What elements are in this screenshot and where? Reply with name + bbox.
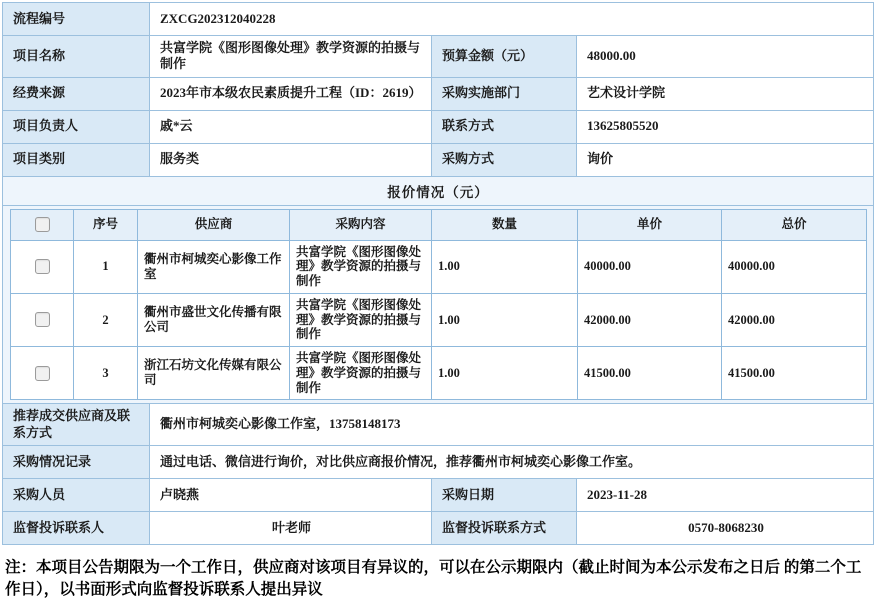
row-select-cell	[11, 347, 73, 399]
col-header-qty: 数量	[431, 210, 577, 240]
row-content: 共富学院《图形图像处理》教学资源的拍摄与制作	[289, 241, 431, 293]
budget-label: 预算金额（元）	[431, 36, 576, 77]
date-value: 2023-11-28	[576, 479, 873, 511]
row-no: 2	[73, 294, 137, 346]
row-qty: 1.00	[431, 347, 577, 399]
row-unit-price: 41500.00	[577, 347, 721, 399]
col-header-no: 序号	[73, 210, 137, 240]
col-header-total: 总价	[721, 210, 866, 240]
date-label: 采购日期	[431, 479, 576, 511]
select-all-cell	[11, 210, 73, 240]
contact-value: 13625805520	[576, 111, 873, 143]
col-header-supplier: 供应商	[137, 210, 289, 240]
row-supplier: 浙江石坊文化传媒有限公司	[137, 347, 289, 399]
project-name-value: 共富学院《图形图像处理》教学资源的拍摄与制作	[149, 36, 431, 77]
dept-value: 艺术设计学院	[576, 78, 873, 110]
select-all-checkbox[interactable]	[35, 217, 50, 232]
row-checkbox[interactable]	[35, 259, 50, 274]
row-checkbox[interactable]	[35, 366, 50, 381]
row-supplier: 衢州市盛世文化传播有限公司	[137, 294, 289, 346]
buyer-value: 卢晓燕	[149, 479, 431, 511]
category-label: 项目类别	[3, 144, 149, 176]
row-total: 40000.00	[721, 241, 866, 293]
row-no: 1	[73, 241, 137, 293]
quote-header-row	[11, 210, 866, 240]
buyer-label: 采购人员	[3, 479, 149, 511]
row-total: 41500.00	[721, 347, 866, 399]
row-funding	[3, 77, 873, 110]
method-value: 询价	[576, 144, 873, 176]
funding-value: 2023年市本级农民素质提升工程（ID：2619）	[149, 78, 431, 110]
row-leader	[3, 110, 873, 143]
row-unit-price: 40000.00	[577, 241, 721, 293]
announcement-note: 注：本项目公告期限为一个工作日，供应商对该项目有异议的，可以在公示期限内（截止时间为本公示发布之日后 的第二个工作日），以书面形式向监督投诉联系人提出异议	[5, 558, 862, 599]
recommend-label: 推荐成交供应商及联系方式	[3, 404, 149, 445]
quote-row	[11, 240, 866, 293]
row-content: 共富学院《图形图像处理》教学资源的拍摄与制作	[289, 347, 431, 399]
funding-label: 经费来源	[3, 78, 149, 110]
dept-label: 采购实施部门	[431, 78, 576, 110]
row-select-cell	[11, 241, 73, 293]
row-total: 42000.00	[721, 294, 866, 346]
budget-value: 48000.00	[576, 36, 873, 77]
project-info-table	[2, 2, 874, 545]
quote-section-title: 报价情况（元）	[3, 176, 873, 205]
quote-table	[10, 209, 867, 401]
row-record	[3, 445, 873, 478]
process-no-label: 流程编号	[3, 3, 149, 35]
process-no-value: ZXCG202312040228	[149, 3, 873, 35]
leader-label: 项目负责人	[3, 111, 149, 143]
col-header-content: 采购内容	[289, 210, 431, 240]
supervisor-label: 监督投诉联系人	[3, 512, 149, 544]
row-supplier: 衢州市柯城奕心影像工作室	[137, 241, 289, 293]
row-recommend	[3, 403, 873, 445]
row-category	[3, 143, 873, 176]
row-no: 3	[73, 347, 137, 399]
row-content: 共富学院《图形图像处理》教学资源的拍摄与制作	[289, 294, 431, 346]
row-process-no	[3, 3, 873, 35]
row-buyer	[3, 478, 873, 511]
row-supervisor	[3, 511, 873, 544]
supervisor-contact-label: 监督投诉联系方式	[431, 512, 576, 544]
row-qty: 1.00	[431, 294, 577, 346]
leader-value: 戚*云	[149, 111, 431, 143]
recommend-value: 衢州市柯城奕心影像工作室，13758148173	[149, 404, 873, 445]
quote-row	[11, 293, 866, 346]
row-select-cell	[11, 294, 73, 346]
supervisor-contact-value: 0570-8068230	[576, 512, 873, 544]
procurement-announcement	[2, 2, 874, 602]
row-unit-price: 42000.00	[577, 294, 721, 346]
contact-label: 联系方式	[431, 111, 576, 143]
quote-table-container	[3, 205, 873, 404]
quote-row	[11, 346, 866, 399]
row-qty: 1.00	[431, 241, 577, 293]
record-value: 通过电话、微信进行询价，对比供应商报价情况，推荐衢州市柯城奕心影像工作室。	[149, 446, 873, 478]
supervisor-value: 叶老师	[149, 512, 431, 544]
category-value: 服务类	[149, 144, 431, 176]
method-label: 采购方式	[431, 144, 576, 176]
col-header-unit-price: 单价	[577, 210, 721, 240]
record-label: 采购情况记录	[3, 446, 149, 478]
row-project-name	[3, 35, 873, 77]
row-checkbox[interactable]	[35, 312, 50, 327]
project-name-label: 项目名称	[3, 36, 149, 77]
